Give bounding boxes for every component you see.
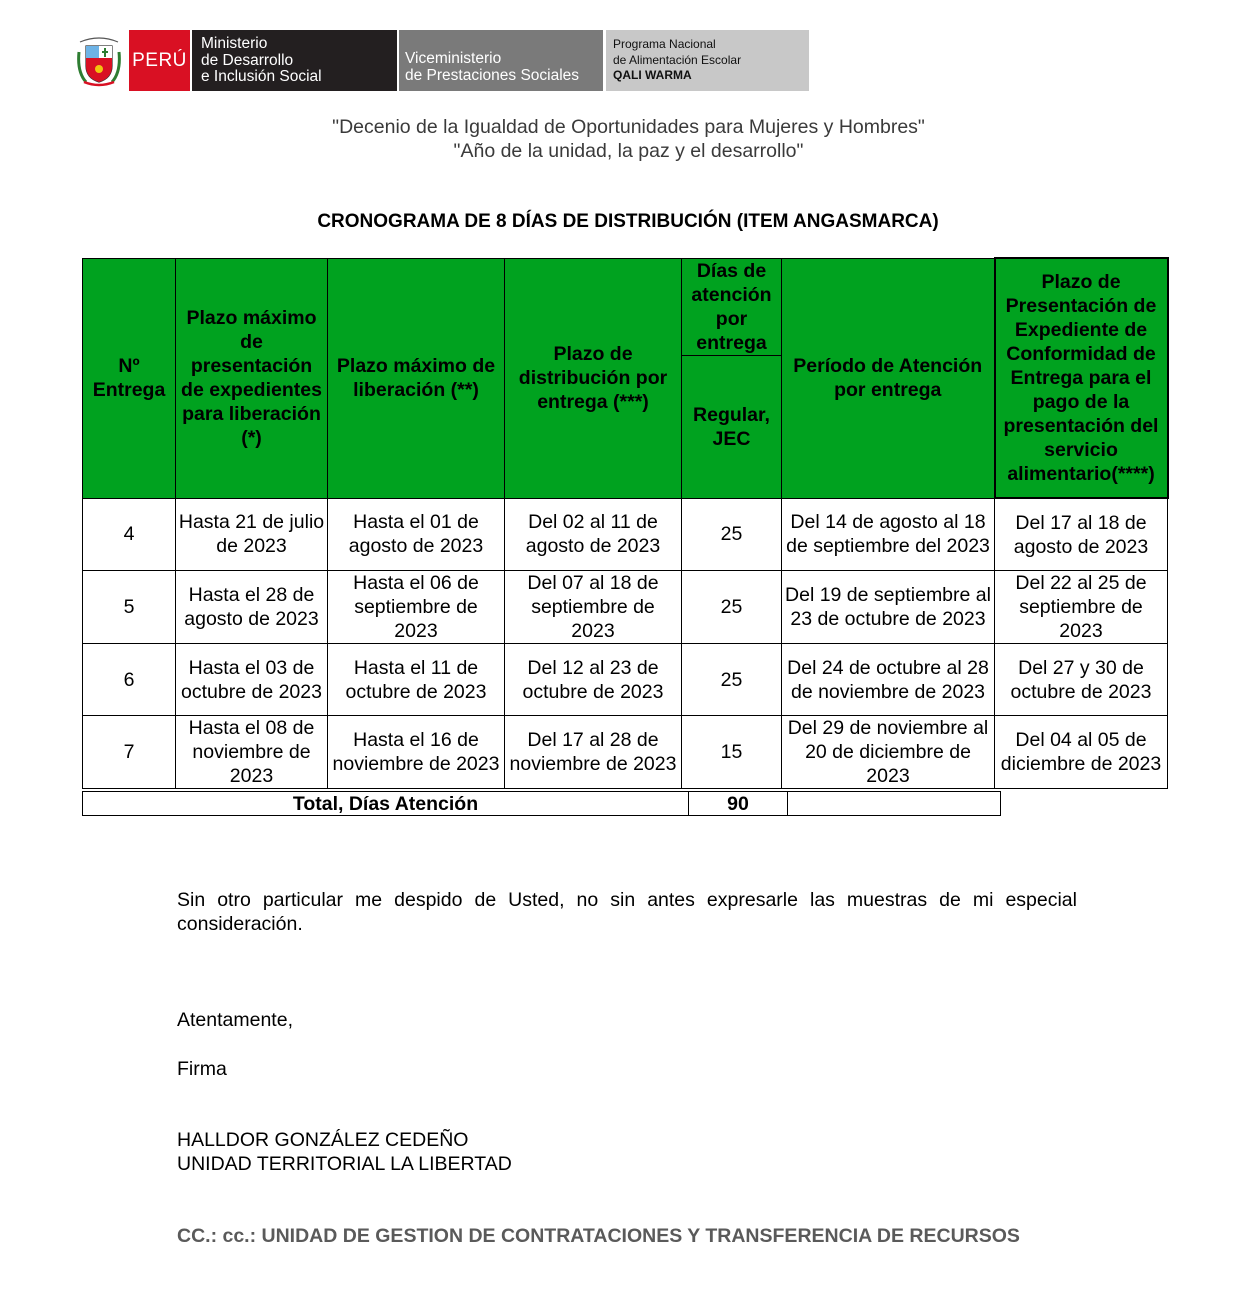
cell-presentacion: Hasta 21 de julio de 2023 xyxy=(176,498,328,571)
cell-liberacion: Hasta el 11 de octubre de 2023 xyxy=(328,644,505,716)
header-entrega: Nº Entrega xyxy=(83,258,176,498)
cell-periodo: Del 29 de noviembre al 20 de diciembre de 2023 xyxy=(782,716,995,789)
ministry-brand-block xyxy=(192,30,397,91)
cell-dias: 25 xyxy=(682,644,782,716)
cell-distribucion: Del 17 al 28 de noviembre de 2023 xyxy=(505,716,682,789)
cell-distribucion: Del 12 al 23 de octubre de 2023 xyxy=(505,644,682,716)
table-row xyxy=(83,716,1168,789)
total-row xyxy=(82,791,1001,816)
header-liberacion: Plazo máximo de liberación (**) xyxy=(328,258,505,498)
table-row xyxy=(83,571,1168,644)
cell-conformidad: Del 22 al 25 de septiembre de 2023 xyxy=(995,571,1168,644)
total-value: 90 xyxy=(689,792,788,816)
program-brand-block xyxy=(606,30,809,91)
header-periodo: Período de Atención por entrega xyxy=(782,258,995,498)
header-distribucion: Plazo de distribución por entrega (***) xyxy=(505,258,682,498)
cell-liberacion: Hasta el 16 de noviembre de 2023 xyxy=(328,716,505,789)
cell-periodo: Del 14 de agosto al 18 de septiembre del 2023 xyxy=(782,498,995,571)
cell-entrega: 7 xyxy=(83,716,176,789)
greeting: Atentamente, xyxy=(177,1009,293,1031)
header-conformidad: Plazo de Presentación de Expediente de Conformidad de Entrega para el pago de la presentación del servicio alimentario(****) xyxy=(995,258,1168,498)
table-title: CRONOGRAMA DE 8 DÍAS DE DISTRIBUCIÓN (ITEM ANGASMARCA) xyxy=(317,211,939,232)
ministry-line-2: de Desarrollo xyxy=(201,51,294,69)
cell-presentacion: Hasta el 28 de agosto de 2023 xyxy=(176,571,328,644)
motto-line-2: "Año de la unidad, la paz y el desarrollo" xyxy=(453,140,804,162)
total-empty-cell xyxy=(788,792,1001,816)
table-row xyxy=(83,498,1168,571)
ministry-line-3: e Inclusión Social xyxy=(201,68,322,85)
signer-unit: UNIDAD TERRITORIAL LA LIBERTAD xyxy=(177,1153,512,1175)
cell-presentacion: Hasta el 03 de octubre de 2023 xyxy=(176,644,328,716)
ministry-line-1: Ministerio xyxy=(201,35,268,52)
viceministry-brand-block xyxy=(399,30,603,91)
cell-entrega: 5 xyxy=(83,571,176,644)
program-line-3: QALI WARMA xyxy=(613,68,692,82)
vice-line-1: Viceministerio xyxy=(405,50,502,67)
signer-name: HALLDOR GONZÁLEZ CEDEÑO xyxy=(177,1129,469,1151)
cell-dias: 15 xyxy=(682,716,782,789)
program-line-2: de Alimentación Escolar xyxy=(613,52,742,67)
cell-periodo: Del 24 de octubre al 28 de noviembre de 2023 xyxy=(782,644,995,716)
cell-distribucion: Del 02 al 11 de agosto de 2023 xyxy=(505,498,682,571)
header-dias: Días de atención por entrega xyxy=(682,258,782,355)
signature-label: Firma xyxy=(177,1058,227,1080)
cell-conformidad: Del 04 al 05 de diciembre de 2023 xyxy=(995,716,1168,789)
cell-entrega: 4 xyxy=(83,498,176,571)
cell-liberacion: Hasta el 01 de agosto de 2023 xyxy=(328,498,505,571)
cell-conformidad: Del 17 al 18 de agosto de 2023 xyxy=(995,498,1168,571)
header-presentacion: Plazo máximo de presentación de expedientes para liberación (*) xyxy=(176,258,328,498)
peru-brand-label: PERÚ xyxy=(129,30,190,91)
cell-entrega: 6 xyxy=(83,644,176,716)
cell-presentacion: Hasta el 08 de noviembre de 2023 xyxy=(176,716,328,789)
cell-conformidad: Del 27 y 30 de octubre de 2023 xyxy=(995,644,1168,716)
peru-coat-of-arms-icon xyxy=(76,32,122,88)
header-dias-sub: Regular, JEC xyxy=(682,355,782,498)
cell-dias: 25 xyxy=(682,498,782,571)
program-line-1: Programa Nacional xyxy=(613,37,716,51)
table-row xyxy=(83,644,1168,716)
cell-distribucion: Del 07 al 18 de septiembre de 2023 xyxy=(505,571,682,644)
total-label: Total, Días Atención xyxy=(83,792,689,816)
motto-line-1: "Decenio de la Igualdad de Oportunidades para Mujeres y Hombres" xyxy=(332,116,925,138)
cell-dias: 25 xyxy=(682,571,782,644)
cell-periodo: Del 19 de septiembre al 23 de octubre de 2023 xyxy=(782,571,995,644)
cc-line: CC.: cc.: UNIDAD DE GESTION DE CONTRATACIONES Y TRANSFERENCIA DE RECURSOS xyxy=(177,1225,1020,1247)
cell-liberacion: Hasta el 06 de septiembre de 2023 xyxy=(328,571,505,644)
closing-paragraph: Sin otro particular me despido de Usted, no sin antes expresarle las muestras de mi especial consideración. xyxy=(177,889,1077,935)
table-header-row xyxy=(83,258,1168,355)
vice-line-2: de Prestaciones Sociales xyxy=(405,66,580,84)
schedule-table xyxy=(82,257,1169,789)
